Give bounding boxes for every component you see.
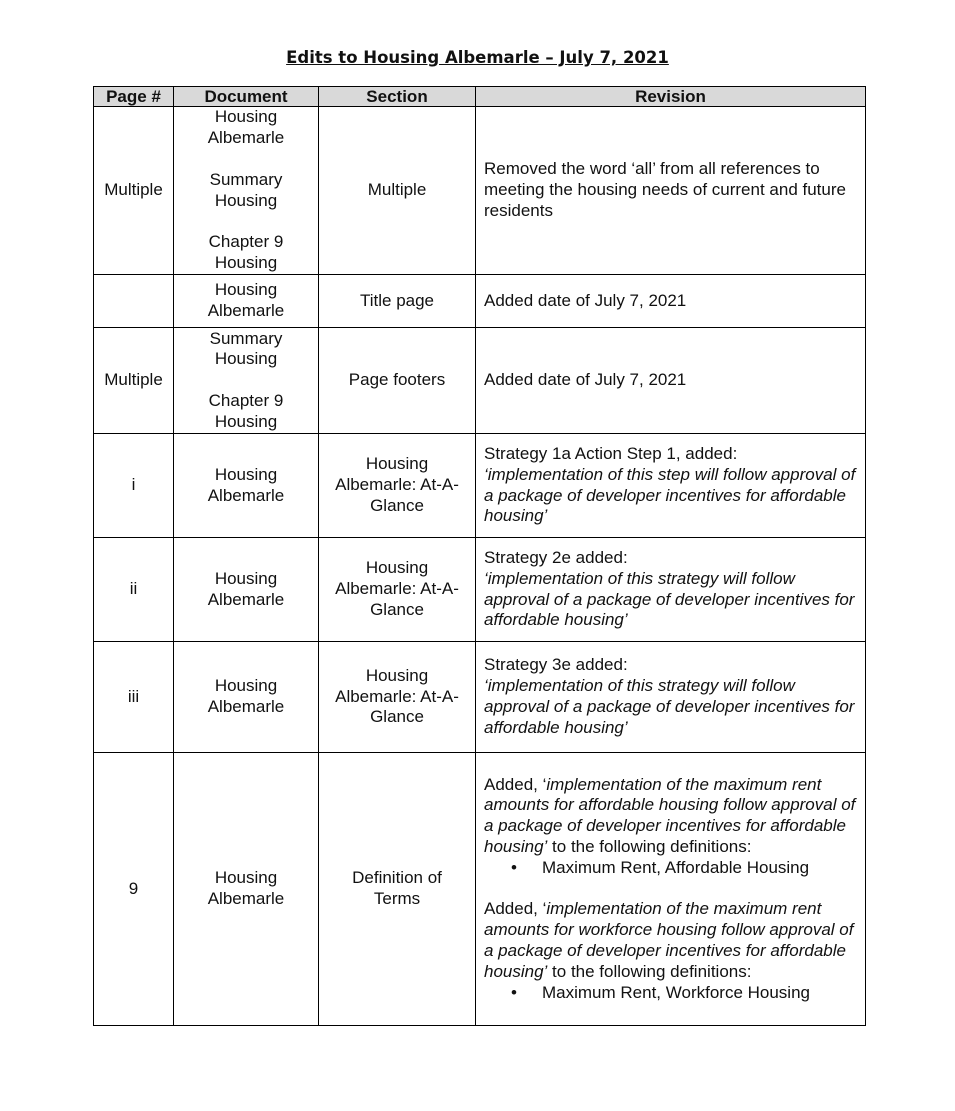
revision-quote: ‘implementation of this strategy will follow approval of a package of developer incentives for affordable housing’ [484,568,855,630]
revision-quote: implementation of the maximum rent amounts for affordable housing follow approval of a package of developer incentives for affordable housing’ [484,774,856,856]
revision-paragraph [484,775,857,879]
header-section: Section [319,87,476,107]
table-row [94,538,866,642]
revision-quote: ‘implementation of this step will follow approval of a package of developer incentives for affordable housing’ [484,464,856,526]
revision-lead: Added, ‘ [484,899,547,919]
cell-document [174,434,319,538]
document-title: Edits to Housing Albemarle – July 7, 2021 [286,48,669,67]
cell-document [174,328,319,434]
cell-section: Housing Albemarle: At-A-Glance [319,538,476,642]
list-item: • Maximum Rent, Workforce Housing [542,983,857,1004]
revisions-table [93,86,866,1026]
cell-page: Multiple [94,328,174,434]
document-name: Housing Albemarle [207,464,285,505]
list-item: • Maximum Rent, Affordable Housing [542,858,857,879]
table-row [94,753,866,1026]
revision-prefix: Strategy 3e added: [484,655,628,675]
document-name: Housing Albemarle [207,568,285,609]
cell-page: Multiple [94,107,174,275]
cell-document [174,275,319,328]
cell-revision [476,538,866,642]
table-row [94,328,866,434]
cell-page [94,275,174,328]
cell-revision [476,642,866,753]
cell-section: Housing Albemarle: At-A-Glance [319,434,476,538]
cell-document [174,107,319,275]
document-name: Housing Albemarle [207,676,285,716]
revision-quote: implementation of the maximum rent amounts for workforce housing follow approval of a package of developer incentives for affordable housing’ [484,899,854,981]
cell-revision [476,434,866,538]
definition-list [484,983,857,1004]
document-name: Housing Albemarle [207,280,285,320]
cell-revision: Added date of July 7, 2021 [476,275,866,328]
revision-tail: to the following definitions: [547,837,752,856]
revision-tail: to the following definitions: [547,961,752,981]
cell-page: iii [94,642,174,753]
cell-section: Multiple [319,107,476,275]
table-row [94,275,866,328]
document-name: Summary Housing [209,328,283,369]
cell-document [174,753,319,1026]
cell-document [174,642,319,753]
table-row [94,642,866,753]
cell-revision: Removed the word ‘all’ from all references to meeting the housing needs of current and future residents [476,107,866,275]
header-page: Page # [94,87,174,107]
revision-prefix: Strategy 2e added: [484,547,628,567]
table-row [94,434,866,538]
header-document: Document [174,87,319,107]
cell-section: Housing Albemarle: At-A-Glance [319,642,476,753]
cell-revision: Added date of July 7, 2021 [476,328,866,434]
cell-page: 9 [94,753,174,1026]
cell-document [174,538,319,642]
cell-revision [476,753,866,1026]
revision-lead: Added, ‘ [484,774,547,794]
table-row [94,107,866,275]
document-name: Chapter 9 Housing [208,390,284,431]
revision-quote: ‘implementation of this strategy will follow approval of a package of developer incentives for affordable housing’ [484,676,855,737]
header-revision: Revision [476,87,866,107]
table-header-row [94,87,866,107]
definition-list [484,858,857,879]
document-name: Housing Albemarle [207,107,285,148]
revision-prefix: Strategy 1a Action Step 1, added: [484,443,738,463]
document-name: Chapter 9 Housing [208,232,284,272]
cell-page: i [94,434,174,538]
cell-section: Page footers [319,328,476,434]
cell-page: ii [94,538,174,642]
cell-section: Title page [319,275,476,328]
document-name: Summary Housing [209,169,283,210]
cell-section: Definition of Terms [319,753,476,1026]
revision-paragraph [484,899,857,1003]
document-name: Housing Albemarle [207,868,285,908]
